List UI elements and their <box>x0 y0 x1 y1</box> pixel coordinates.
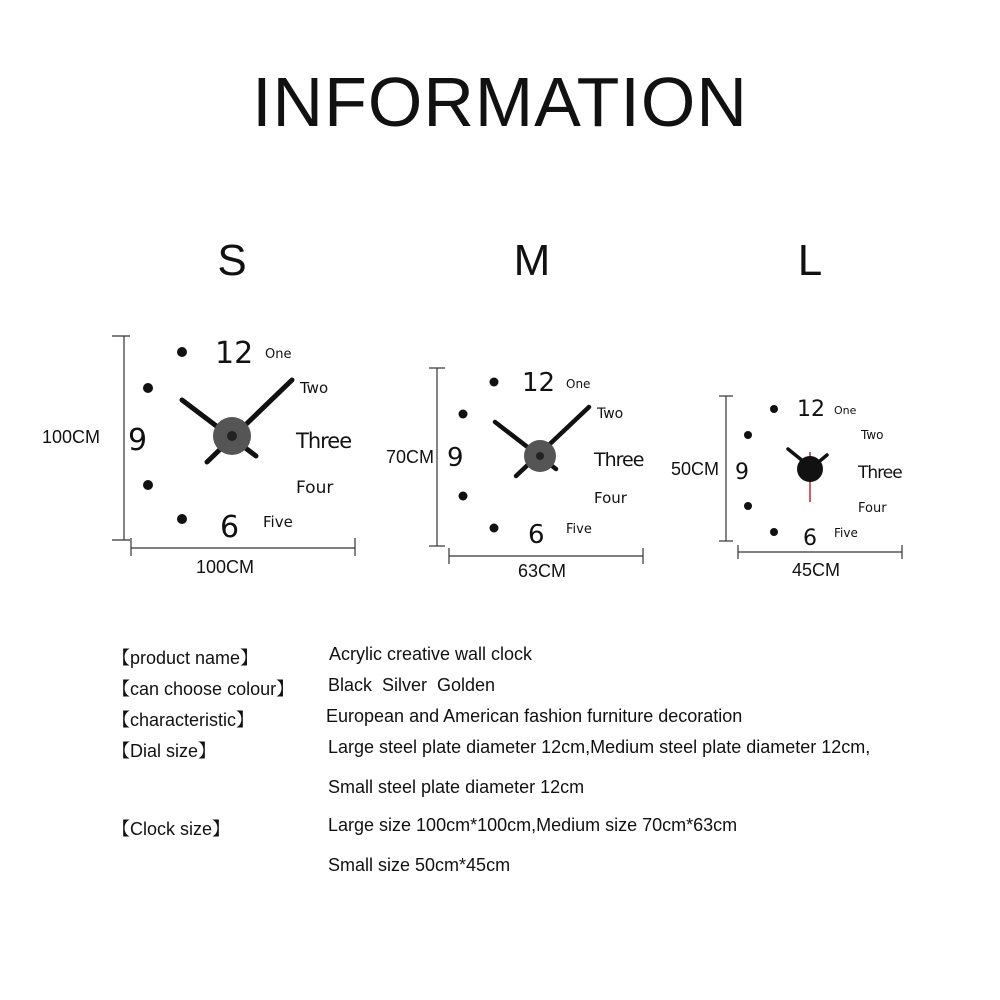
svg-text:Two: Two <box>300 379 329 397</box>
spec-value: Acrylic creative wall clock <box>329 644 533 664</box>
svg-text:Four: Four <box>296 478 334 498</box>
spec-value: Small steel plate diameter 12cm <box>328 777 585 797</box>
spec-label: 【can choose colour】 <box>112 679 295 699</box>
spec-value: Small size 50cm*45cm <box>328 855 511 875</box>
svg-text:6: 6 <box>803 526 817 551</box>
spec-label: 【Dial size】 <box>112 741 217 761</box>
spec-value: Large steel plate diameter 12cm,Medium steel plate diameter 12cm, <box>328 737 871 757</box>
spec-value: Black Silver Golden <box>328 675 496 695</box>
size-m-width-label: 63CM <box>518 561 567 581</box>
svg-text:12: 12 <box>797 397 825 422</box>
svg-text:Two: Two <box>597 406 624 422</box>
svg-text:Four: Four <box>594 489 627 507</box>
size-letter-m: M <box>513 236 551 285</box>
spec-value: European and American fashion furniture decoration <box>326 706 743 726</box>
size-s-width-label: 100CM <box>196 557 255 577</box>
size-letter-l: L <box>797 236 823 285</box>
size-m-height-label: 70CM <box>386 447 435 467</box>
size-l-height-label: 50CM <box>671 459 720 479</box>
svg-text:Four: Four <box>858 501 887 516</box>
svg-text:Five: Five <box>566 522 592 537</box>
svg-text:6: 6 <box>528 520 545 550</box>
svg-text:6: 6 <box>220 510 240 545</box>
spec-label: 【characteristic】 <box>112 710 255 730</box>
svg-text:9: 9 <box>128 423 148 458</box>
page-title: INFORMATION <box>252 63 748 141</box>
spec-value: Large size 100cm*100cm,Medium size 70cm*63cm <box>328 815 738 835</box>
svg-text:9: 9 <box>735 460 749 485</box>
svg-text:Two: Two <box>861 428 884 442</box>
svg-text:One: One <box>265 347 292 362</box>
size-s-height-label: 100CM <box>42 427 101 447</box>
spec-label: 【product name】 <box>112 648 259 668</box>
svg-text:One: One <box>566 377 591 391</box>
svg-text:12: 12 <box>522 368 556 398</box>
svg-text:Three: Three <box>858 463 902 483</box>
svg-text:Three: Three <box>594 449 644 471</box>
size-letter-s: S <box>217 236 247 285</box>
svg-text:9: 9 <box>447 443 464 473</box>
numeral-12: 12 <box>215 336 254 371</box>
svg-text:Five: Five <box>834 526 858 540</box>
svg-text:Five: Five <box>263 513 293 531</box>
svg-text:Three: Three <box>296 429 352 453</box>
svg-text:One: One <box>834 404 857 417</box>
size-l-width-label: 45CM <box>792 560 841 580</box>
spec-label: 【Clock size】 <box>112 819 231 839</box>
